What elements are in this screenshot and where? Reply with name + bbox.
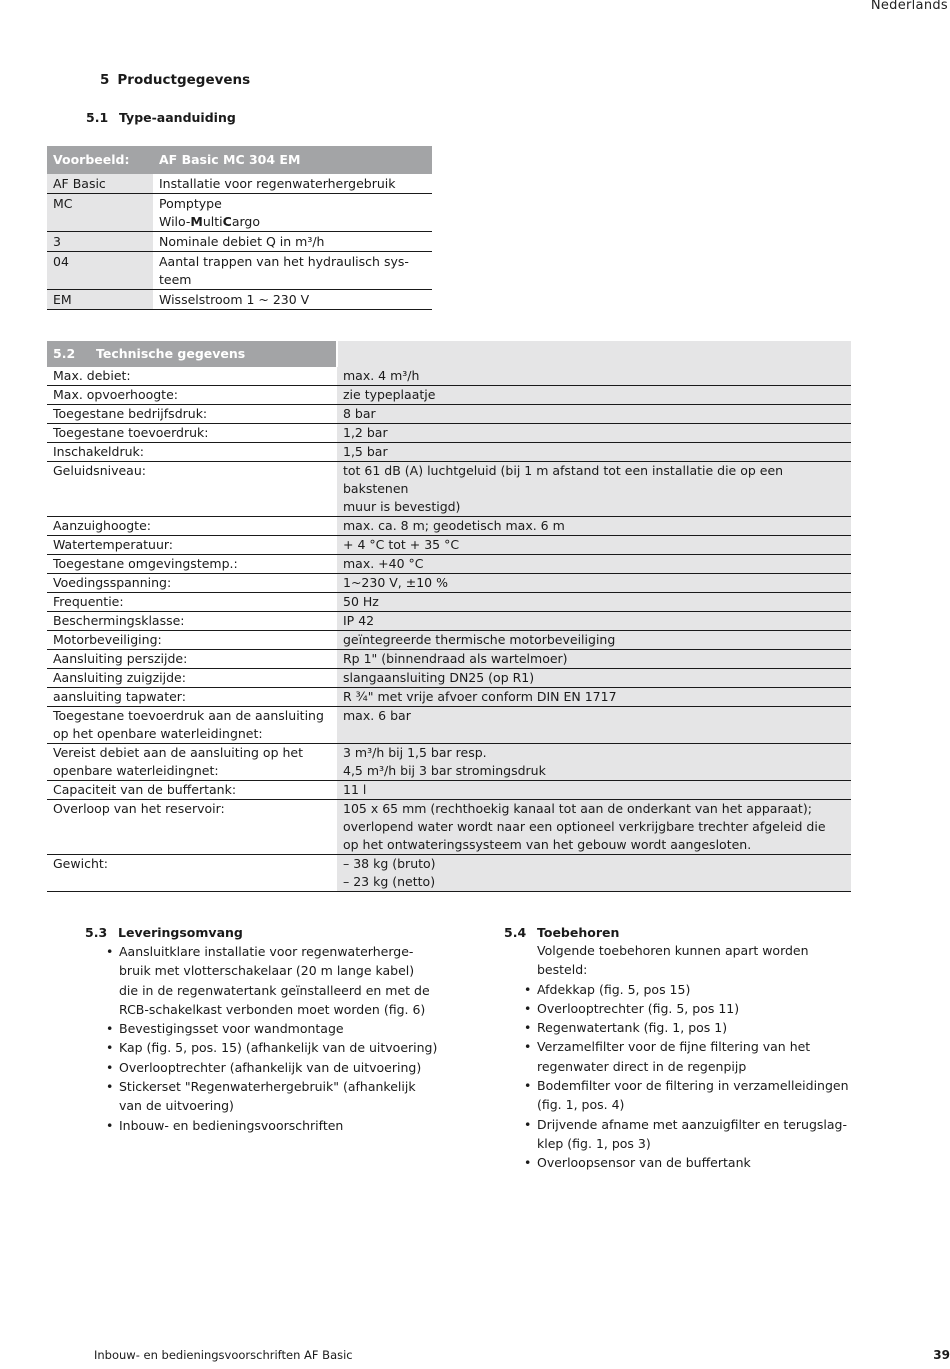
section-5-heading [100,72,250,88]
list-item [106,1116,445,1135]
description-line: teem [159,272,192,287]
label-line: Aansluiting perszijde: [53,651,188,666]
spec-label [47,386,337,405]
section-number: 5.1 [86,110,109,125]
label-line: Watertemperatuur: [53,537,174,552]
description-line: Aantal trappen van het hydraulisch sys- [159,254,409,269]
section-5-4-heading [504,925,859,940]
type-description [153,252,432,290]
accessories-list [524,980,859,1173]
table-header-cell [337,341,851,367]
type-description: Wisselstroom 1 ~ 230 V [153,290,432,310]
bullet-icon: • [524,1155,532,1171]
list-item [106,1058,445,1077]
list-item [524,1018,859,1037]
spec-label [47,781,337,800]
item-line: bruik met vlotterschakelaar (20 m lange kabel) [119,963,415,979]
spec-value [337,443,851,462]
spec-label [47,744,337,781]
item-line: RCB-schakelkast verbonden moet worden (fig. 6) [119,1001,426,1017]
spec-value [337,574,851,593]
table-row [47,574,851,593]
brand-letter: C [222,214,232,229]
item-line: Overlooptrechter (afhankelijk van de uitvoering) [119,1059,422,1075]
table-row [47,252,432,290]
spec-label [47,650,337,669]
table-row [47,462,851,517]
table-row [47,194,432,232]
value-line: max. 6 bar [343,708,411,723]
section-title: Productgegevens [117,72,251,88]
technical-data-table [47,341,851,892]
label-line: Inschakeldruk: [53,444,144,459]
value-line: IP 42 [343,613,375,628]
label-line: Max. debiet: [53,368,131,383]
spec-value [337,781,851,800]
footer-text: Inbouw- en bedieningsvoorschriften AF Basic [94,1348,353,1362]
value-line: 105 x 65 mm (rechthoekig kanaal tot aan de onderkant van het apparaat); [343,801,812,816]
table-header-cell [47,341,337,367]
table-row [47,744,851,781]
spec-value [337,593,851,612]
table-header-cell: Voorbeeld: [47,146,153,174]
section-5-3 [85,925,445,1135]
table-row [47,669,851,688]
label-line: Vereist debiet aan de aansluiting op het [53,745,303,760]
value-line: max. 4 m³/h [343,368,420,383]
item-line: Inbouw- en bedieningsvoorschriften [119,1117,344,1133]
table-row [47,688,851,707]
list-item [524,1037,859,1076]
intro-line: Volgende toebehoren kunnen apart worden [537,943,809,958]
spec-value [337,405,851,424]
spec-value [337,367,851,386]
label-line: Beschermingsklasse: [53,613,185,628]
spec-label [47,707,337,744]
value-line: tot 61 dB (A) luchtgeluid (bij 1 m afstand tot een installatie die op een bakstenen [343,463,784,496]
page-number: 39 [933,1348,950,1362]
value-line: 8 bar [343,406,376,421]
bullet-icon: • [524,981,532,997]
spec-label [47,517,337,536]
list-item [524,999,859,1018]
spec-value [337,631,851,650]
type-code: AF Basic [47,174,153,194]
type-designation-table [47,146,432,310]
label-line: Geluidsniveau: [53,463,146,478]
type-code: 04 [47,252,153,290]
value-line: muur is bevestigd) [343,499,461,514]
bullet-icon: • [524,1000,532,1016]
table-row [47,781,851,800]
accessories-intro [537,941,859,980]
table-row [47,174,432,194]
bullet-icon: • [524,1039,532,1055]
brand-part: ulti [202,214,223,229]
table-header-row [47,146,432,174]
item-line: Overloopsensor van de buffertank [537,1155,751,1171]
table-row [47,443,851,462]
value-line: 1,5 bar [343,444,388,459]
table-row [47,631,851,650]
value-line: 1,2 bar [343,425,388,440]
label-line: Toegestane toevoerdruk: [53,425,209,440]
description-line: Pomptype [159,196,222,211]
brand-letter: M [190,214,203,229]
item-line: Bevestigingsset voor wandmontage [119,1021,344,1037]
bullet-icon: • [106,1059,114,1075]
type-code: 3 [47,232,153,252]
section-number: 5.4 [504,925,527,940]
value-line: 4,5 m³/h bij 3 bar stromingsdruk [343,763,546,778]
value-line: overlopend water wordt naar een optioneel verkrijgbare trechter afgeleid die [343,819,826,834]
section-number: 5.3 [85,925,108,940]
bullet-icon: • [106,1021,114,1037]
spec-label [47,855,337,892]
label-line: op het openbare waterleidingnet: [53,726,263,741]
language-label: Nederlands [870,0,948,13]
spec-value [337,744,851,781]
item-line: Afdekkap (fig. 5, pos 15) [537,981,691,997]
item-line: regenwater direct in de regenpijp [537,1058,747,1074]
value-line: 3 m³/h bij 1,5 bar resp. [343,745,487,760]
value-line: – 38 kg (bruto) [343,856,436,871]
section-title: Type-aanduiding [119,110,236,125]
value-line: geïntegreerde thermische motorbeveiliging [343,632,616,647]
bullet-icon: • [106,1040,114,1056]
type-description [153,194,432,232]
spec-value [337,855,851,892]
bullet-icon: • [524,1020,532,1036]
value-line: + 4 °C tot + 35 °C [343,537,460,552]
section-title: Leveringsomvang [118,925,243,940]
intro-line: besteld: [537,962,588,978]
item-line: Regenwatertank (fig. 1, pos 1) [537,1020,728,1036]
label-line: Capaciteit van de buffertank: [53,782,237,797]
item-line: (fig. 1, pos. 4) [537,1097,625,1113]
table-row [47,367,851,386]
spec-value [337,462,851,517]
spec-label [47,669,337,688]
spec-label [47,462,337,517]
spec-value [337,650,851,669]
item-line: Stickerset "Regenwaterhergebruik" (afhankelijk [119,1079,416,1095]
bullet-icon: • [106,944,114,959]
list-item [524,1076,859,1115]
section-number: 5 [100,72,110,88]
spec-label [47,424,337,443]
value-line: slangaansluiting DN25 (op R1) [343,670,535,685]
spec-label [47,800,337,855]
spec-label [47,593,337,612]
label-line: Overloop van het reservoir: [53,801,225,816]
spec-value [337,536,851,555]
label-line: Toegestane toevoerdruk aan de aansluiting [53,708,324,723]
label-line: Voedingsspanning: [53,575,172,590]
spec-value [337,800,851,855]
brand-part: argo [231,214,261,229]
table-row [47,405,851,424]
spec-label [47,367,337,386]
spec-label [47,536,337,555]
value-line: 11 l [343,782,367,797]
type-code: EM [47,290,153,310]
type-code: MC [47,194,153,232]
table-header-cell: AF Basic MC 304 EM [153,146,432,174]
type-description: Nominale debiet Q in m³/h [153,232,432,252]
list-item [106,1019,445,1038]
spec-label [47,612,337,631]
type-description: Installatie voor regenwaterhergebruik [153,174,432,194]
bullet-icon: • [524,1116,532,1132]
value-line: Rp 1" (binnendraad als wartelmoer) [343,651,568,666]
label-line: Motorbeveiliging: [53,632,162,647]
label-line: Toegestane bedrijfsdruk: [53,406,208,421]
label-line: Aanzuighoogte: [53,518,151,533]
label-line: aansluiting tapwater: [53,689,186,704]
spec-value [337,688,851,707]
item-line: Drijvende afname met aanzuigfilter en terugslag- [537,1116,847,1132]
list-item [524,1115,859,1154]
spec-value [337,612,851,631]
value-line: max. +40 °C [343,556,424,571]
list-item [524,980,859,999]
table-row [47,386,851,405]
table-row [47,855,851,892]
spec-value [337,707,851,744]
bullet-icon: • [106,1117,114,1133]
spec-value [337,386,851,405]
table-row [47,290,432,310]
section-5-4 [504,925,859,1173]
item-line: Aansluitklare installatie voor regenwaterherge- [119,944,414,959]
value-line: op het ontwateringssysteem van het gebouw wordt aangesloten. [343,837,752,852]
spec-label [47,574,337,593]
table-row [47,707,851,744]
list-item [106,942,445,1019]
item-line: Bodemfilter voor de filtering in verzamelleidingen [537,1078,849,1094]
label-line: Gewicht: [53,856,108,871]
bullet-icon: • [524,1078,532,1094]
section-title: Toebehoren [537,925,620,940]
label-line: Frequentie: [53,594,124,609]
label-line: Max. opvoerhoogte: [53,387,178,402]
section-title: Technische gegevens [96,346,246,361]
item-line: Kap (fig. 5, pos. 15) (afhankelijk van de uitvoering) [119,1040,438,1056]
table-row [47,650,851,669]
spec-value [337,517,851,536]
spec-value [337,669,851,688]
table-row [47,536,851,555]
item-line: van de uitvoering) [119,1098,234,1114]
list-item [524,1153,859,1172]
list-item [106,1038,445,1057]
section-5-1-heading [86,110,236,125]
value-line: 1~230 V, ±10 % [343,575,448,590]
table-row [47,800,851,855]
label-line: openbare waterleidingnet: [53,763,219,778]
label-line: Toegestane omgevingstemp.: [53,556,238,571]
spec-label [47,443,337,462]
item-line: Overlooptrechter (fig. 5, pos 11) [537,1000,740,1016]
spec-value [337,555,851,574]
table-row [47,612,851,631]
spec-label [47,405,337,424]
spec-label [47,555,337,574]
item-line: klep (fig. 1, pos 3) [537,1135,651,1151]
scope-of-delivery-list [106,942,445,1135]
value-line: R ¾" met vrije afvoer conform DIN EN 1717 [343,689,617,704]
value-line: max. ca. 8 m; geodetisch max. 6 m [343,518,565,533]
spec-label [47,688,337,707]
list-item [106,1077,445,1116]
spec-label [47,631,337,650]
section-number: 5.2 [53,346,76,361]
table-row [47,593,851,612]
bullet-icon: • [106,1079,114,1095]
brand-prefix: Wilo- [159,214,191,229]
value-line: 50 Hz [343,594,379,609]
label-line: Aansluiting zuigzijde: [53,670,186,685]
item-line: die in de regenwatertank geïnstalleerd en met de [119,982,430,998]
spec-value [337,424,851,443]
table-row [47,424,851,443]
table-row [47,555,851,574]
item-line: Verzamelfilter voor de fijne filtering van het [537,1039,811,1055]
value-line: – 23 kg (netto) [343,874,436,889]
section-5-3-heading [85,925,445,940]
table-header-row [47,341,851,367]
value-line: zie typeplaatje [343,387,436,402]
table-row [47,517,851,536]
table-row [47,232,432,252]
